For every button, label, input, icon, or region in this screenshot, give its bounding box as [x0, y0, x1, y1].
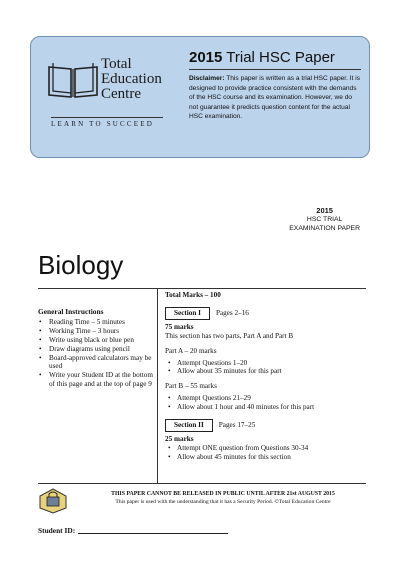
subject-title: Biology	[38, 250, 124, 280]
logo-line-1: Total	[101, 56, 132, 72]
list-item: • Allow about 45 minutes for this section	[165, 453, 365, 462]
logo-line-3: Centre	[101, 86, 141, 102]
section-1-desc: This section has two parts, Part A and Part B	[165, 331, 294, 340]
section-2-header	[165, 419, 365, 432]
list-item: • Write using black or blue pen	[38, 336, 153, 345]
release-notice-main: THIS PAPER CANNOT BE RELEASED IN PUBLIC UNTIL AFTER 21st AUGUST 2015	[111, 491, 335, 497]
list-item: • Allow about 1 hour and 40 minutes for this part	[165, 403, 365, 412]
section-2-list	[165, 444, 365, 462]
student-id-field[interactable]	[78, 533, 228, 534]
list-item: • Attempt Questions 1–20	[165, 359, 365, 368]
section-1-marks: 75 marks	[165, 322, 194, 331]
exam-type: HSC TRIAL	[306, 216, 343, 223]
list-item: • Draw diagrams using pencil	[38, 345, 153, 354]
logo-line-2: Education	[101, 71, 162, 87]
part-b-list	[165, 394, 365, 412]
list-item: • Attempt ONE question from Questions 30-34	[165, 444, 365, 453]
list-item: • Allow about 35 minutes for this part	[165, 367, 365, 376]
disclaimer	[189, 74, 361, 122]
logo-wordmark	[101, 57, 162, 102]
paper-year: 2015	[189, 49, 223, 66]
list-item: • Attempt Questions 21–29	[165, 394, 365, 403]
section-1-header	[165, 307, 365, 320]
exam-meta	[289, 206, 360, 233]
list-item: • Write your Student ID at the bottom of this page and at the top of page 9	[38, 371, 153, 389]
section-2-pages: Pages 17–25	[218, 421, 256, 430]
general-instructions	[38, 308, 153, 389]
disclaimer-text: This paper is written as a trial HSC paper. It is designed to provide practice consistent with the demands of the HSC course and its examination. However, we do not guarantee it predicts question content for the actual HSC examination.	[189, 75, 361, 121]
section-2-label: Section II	[165, 419, 213, 432]
part-a-list	[165, 359, 365, 377]
paper-title	[189, 49, 335, 66]
header-banner	[30, 36, 370, 158]
section-2-marks: 25 marks	[165, 434, 194, 443]
divider-bottom	[38, 483, 366, 484]
open-book-icon	[47, 59, 99, 99]
divider-vertical	[157, 288, 158, 483]
security-seal-icon	[38, 488, 68, 514]
logo	[47, 55, 182, 145]
student-id-label: Student ID:	[38, 526, 76, 535]
section-1-pages: Pages 2–16	[215, 308, 249, 317]
release-notice-sub: This paper is used with the understanding that it has a Security Period. ©Total Education Centre	[115, 499, 331, 505]
exam-year: 2015	[316, 206, 333, 215]
list-item: • Reading Time – 5 minutes	[38, 318, 153, 327]
title-divider	[189, 69, 361, 70]
list-item: • Board-approved calculators may be used	[38, 354, 153, 372]
disclaimer-label: Disclaimer:	[189, 75, 225, 82]
paper-title-text: Trial HSC Paper	[222, 49, 335, 66]
release-notice	[78, 490, 368, 506]
instructions-list	[38, 318, 153, 389]
exam-paper: EXAMINATION PAPER	[289, 225, 360, 232]
general-instructions-heading: General Instructions	[38, 307, 104, 316]
section-1-label: Section I	[165, 307, 210, 320]
marks-breakdown	[165, 288, 365, 462]
logo-tagline: LEARN TO SUCCEED	[51, 117, 163, 128]
list-item: • Working Time – 3 hours	[38, 327, 153, 336]
total-marks: Total Marks – 100	[165, 291, 221, 299]
part-b-title: Part B – 55 marks	[165, 382, 217, 391]
part-a-title: Part A – 20 marks	[165, 346, 217, 355]
